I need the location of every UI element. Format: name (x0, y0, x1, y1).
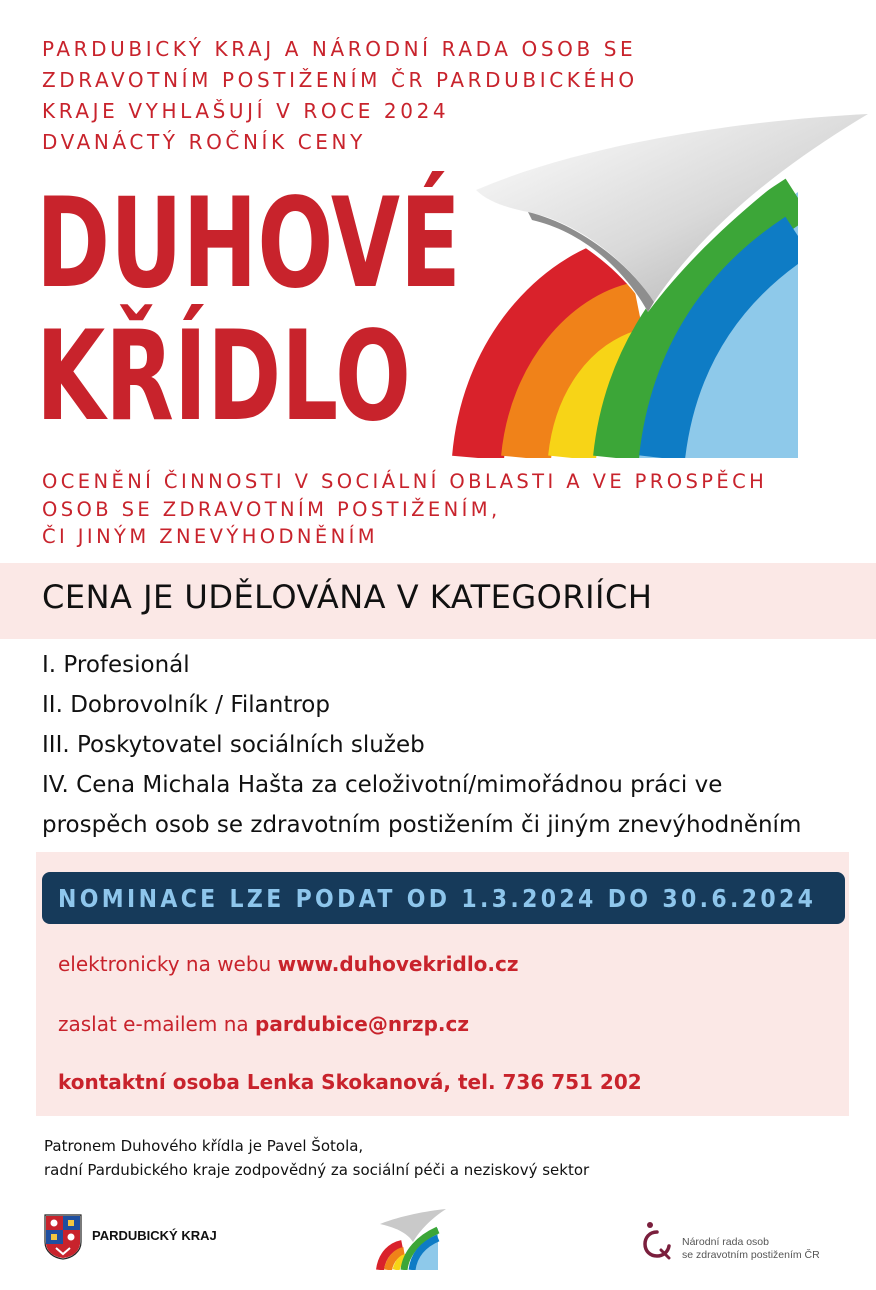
patron-line-1: Patronem Duhového křídla je Pavel Šotola, (44, 1137, 364, 1155)
contact-line (58, 1070, 642, 1094)
web-link[interactable]: www.duhovekridlo.cz (277, 952, 519, 976)
web-line (58, 952, 519, 976)
subtitle-line: OCENĚNÍ ČINNOSTI V SOCIÁLNÍ OBLASTI A VE PROSPĚCH (42, 470, 768, 493)
patron-line-2: radní Pardubického kraje zodpovědný za sociální péči a neziskový sektor (44, 1161, 590, 1179)
nrzp-logo-icon (641, 1220, 673, 1260)
intro-line: KRAJE VYHLAŠUJÍ V ROCE 2024 (42, 99, 450, 123)
patron-note (44, 1134, 589, 1182)
nrzp-label-line-2: se zdravotním postižením ČR (682, 1249, 820, 1261)
nomination-banner-text: NOMINACE LZE PODAT OD 1.3.2024 DO 30.6.2024 (58, 884, 817, 913)
category-item-4-rest: za celoživotní/mimořádnou práci ve (304, 772, 723, 798)
category-item-4-strong: IV. Cena Michala Hašta (42, 772, 305, 798)
title-line-2: KŘÍDLO (36, 305, 411, 449)
email-line (58, 1012, 469, 1036)
category-list (42, 645, 872, 845)
email-prefix: zaslat e-mailem na (58, 1012, 255, 1036)
category-item-4-line2: prospěch osob se zdravotním postižením či jiným znevýhodněním (42, 812, 802, 838)
duhove-kridlo-small-logo-icon (376, 1208, 450, 1270)
category-item: III. Poskytovatel sociálních služeb (42, 732, 425, 758)
nrzp-label-line-1: Národní rada osob (682, 1236, 769, 1248)
pardubicky-kraj-label: PARDUBICKÝ KRAJ (92, 1228, 217, 1243)
category-item: I. Profesionál (42, 652, 190, 678)
subtitle-line: OSOB SE ZDRAVOTNÍM POSTIŽENÍM, (42, 497, 501, 521)
duhove-kridlo-logo (448, 112, 872, 458)
pardubicky-kraj-coat-of-arms-icon (44, 1214, 82, 1260)
award-subtitle (42, 468, 842, 551)
subtitle-line: ČI JINÝM ZNEVÝHODNĚNÍM (42, 525, 379, 548)
nrzp-label (682, 1236, 820, 1262)
intro-line: DVANÁCTÝ ROČNÍK CENY (42, 130, 366, 154)
award-title (36, 172, 461, 449)
category-item: II. Dobrovolník / Filantrop (42, 692, 330, 718)
category-item-4 (42, 765, 872, 805)
web-prefix: elektronicky na webu (58, 952, 278, 976)
title-line-1: DUHOVÉ (36, 172, 461, 316)
contact-person: kontaktní osoba Lenka Skokanová, tel. 736 751 202 (58, 1070, 642, 1094)
intro-line: PARDUBICKÝ KRAJ A NÁRODNÍ RADA OSOB SE (42, 37, 637, 61)
email-link[interactable]: pardubice@nrzp.cz (255, 1012, 469, 1036)
categories-heading: CENA JE UDĚLOVÁNA V KATEGORIÍCH (42, 578, 653, 616)
intro-line: ZDRAVOTNÍM POSTIŽENÍM ČR PARDUBICKÉHO (42, 68, 638, 92)
